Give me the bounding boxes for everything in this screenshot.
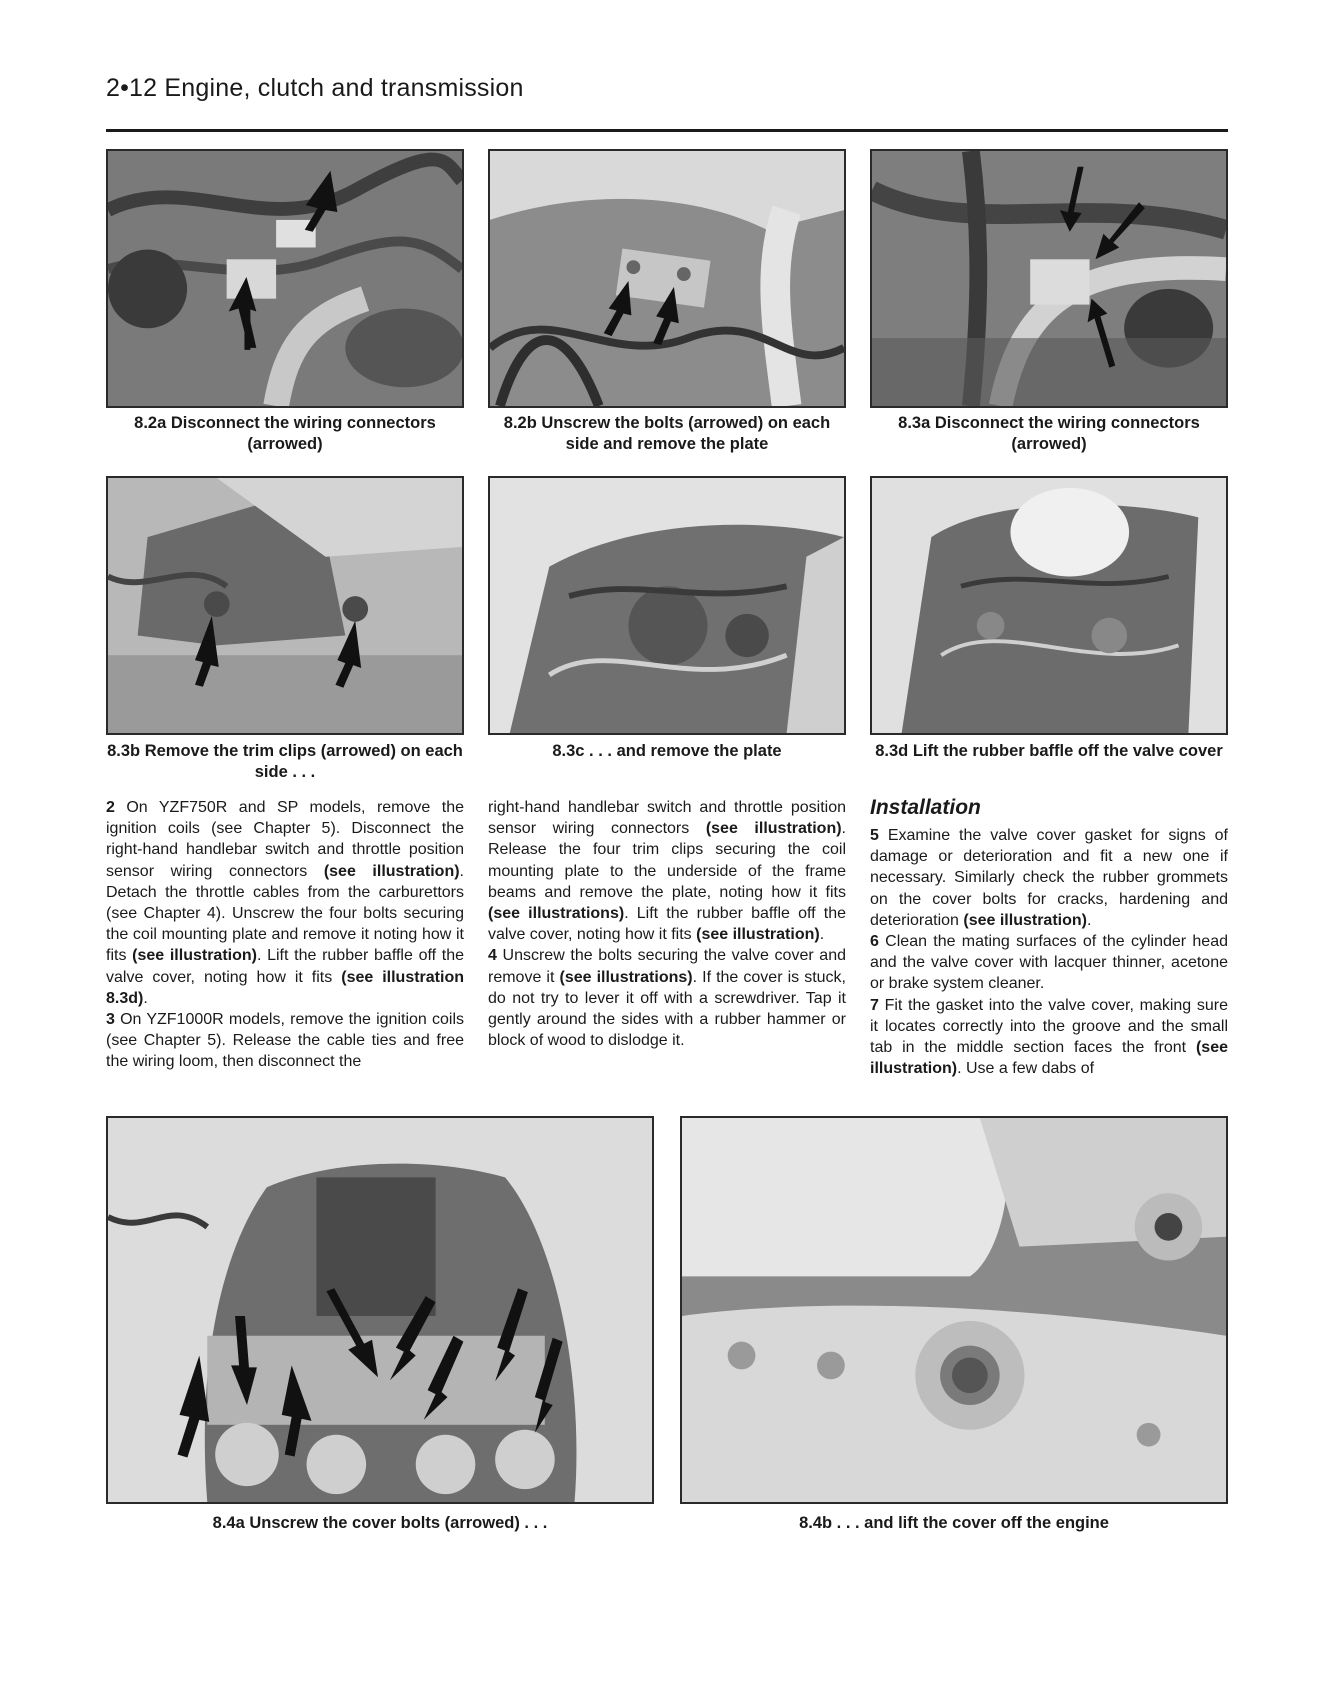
- paragraph-6: 6 Clean the mating surfaces of the cylinder head and the valve cover with lacquer thinner, acetone or brake system cleaner.: [870, 933, 1228, 993]
- bold-text-run: 4: [488, 947, 497, 965]
- figure-8-2b-caption: 8.2b Unscrew the bolts (arrowed) on each side and remove the plate: [503, 414, 831, 453]
- bold-text-run: 3: [106, 1011, 115, 1029]
- text-column-3: [870, 795, 1228, 1079]
- bold-text-run: (see illustration): [963, 911, 1087, 929]
- paragraph-3: 3 On YZF1000R models, remove the ignition coils (see Chapter 5). Release the cable ties and free the wiring loom, then disconnect the: [106, 1011, 464, 1071]
- figure-8-3d-photo: [870, 476, 1228, 735]
- figure-8-4b-photo: [680, 1116, 1228, 1504]
- bold-text-run: 7: [870, 996, 879, 1014]
- figure-8-4b-caption: 8.4b . . . and lift the cover off the engine: [799, 1514, 1109, 1532]
- section-heading-installation: Installation: [870, 796, 981, 819]
- figure-8-4a-caption: 8.4a Unscrew the cover bolts (arrowed) . . .: [212, 1514, 548, 1532]
- figure-8-3d-caption: 8.3d Lift the rubber baffle off the valve cover: [875, 742, 1223, 760]
- bold-text-run: (see illustration): [323, 862, 460, 880]
- text-column-1: [106, 797, 464, 1073]
- figure-8-3c-caption: 8.3c . . . and remove the plate: [552, 742, 782, 760]
- figure-8-3b-photo: [106, 476, 464, 735]
- section-title: Engine, clutch and transmission: [164, 74, 524, 102]
- bold-text-run: (see illustrations): [488, 905, 625, 923]
- figure-8-2a-photo: [106, 149, 464, 408]
- bold-text-run: (see illustration): [870, 1039, 1228, 1078]
- figure-8-3a-photo: [870, 149, 1228, 408]
- paragraph-4: 4 Unscrew the bolts securing the valve cover and remove it (see illustrations). If the cover is stuck, do not try to lever it off with a screwdriver. Tap it gently around the sides with a rubber hammer or block of wood to dislodge it.: [488, 947, 846, 1050]
- figure-8-2b-photo: [488, 149, 846, 408]
- figure-8-2a-caption: 8.2a Disconnect the wiring connectors (arrowed): [134, 414, 436, 453]
- figure-8-4a-photo: [106, 1116, 654, 1504]
- bold-text-run: 2: [106, 799, 115, 816]
- page-header: [106, 74, 524, 103]
- paragraph-7: 7 Fit the gasket into the valve cover, making sure it locates correctly into the groove and the small tab in the middle section faces the front (see illustration). Use a few dabs of: [870, 996, 1228, 1078]
- figure-8-3b-caption: 8.3b Remove the trim clips (arrowed) on each side . . .: [107, 742, 463, 781]
- paragraph-5: 5 Examine the valve cover gasket for signs of damage or deterioration and fit a new one if necessary. Similarly check the rubber grommets on the cover bolts for cracks, hardening and deterioration (see illustration).: [870, 827, 1228, 929]
- page-number: 2•12: [106, 74, 158, 102]
- bold-text-run: (see illustration): [705, 820, 842, 838]
- text-column-2: [488, 797, 846, 1051]
- header-rule: [106, 129, 1228, 132]
- bold-text-run: (see illustrations): [559, 968, 693, 986]
- bold-text-run: 5: [870, 827, 879, 844]
- bold-text-run: (see illustration): [696, 926, 820, 944]
- paragraph-2: 2 On YZF750R and SP models, remove the ignition coils (see Chapter 5). Disconnect the right-hand handlebar switch and throttle position sensor wiring connectors (see illustration). Detach the throttle cables from the carburettors (see Chapter 4). Unscrew the four bolts securing the coil mounting plate and remove it noting how it fits (see illustration). Lift the rubber baffle off the valve cover, noting how it fits (see illustration 8.3d).: [106, 799, 465, 1007]
- bold-text-run: 6: [870, 933, 879, 951]
- figure-8-3c-photo: [488, 476, 846, 735]
- bold-text-run: (see illustration): [132, 947, 257, 965]
- paragraph-3-continued: right-hand handlebar switch and throttle position sensor wiring connectors (see illustration). Release the four trim clips securing the coil mounting plate to the underside of the frame beams and remove the plate, noting how it fits (see illustrations). Lift the rubber baffle off the valve cover, noting how it fits (see illustration).: [488, 799, 846, 944]
- bold-text-run: (see illustration 8.3d): [106, 968, 465, 1007]
- figure-8-3a-caption: 8.3a Disconnect the wiring connectors (arrowed): [898, 414, 1200, 453]
